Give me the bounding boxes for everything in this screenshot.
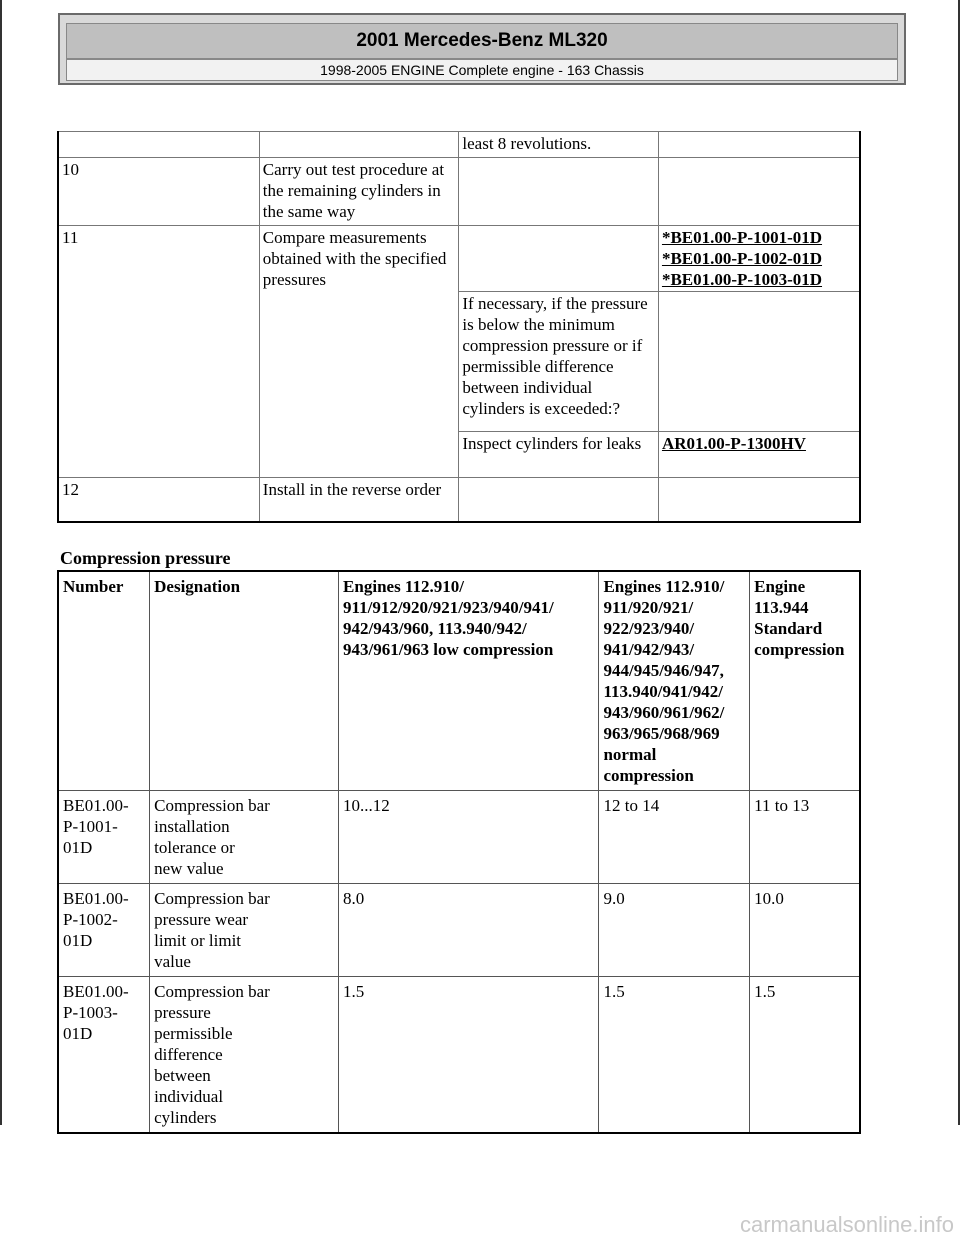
section-title: Compression pressure: [60, 548, 231, 568]
spec-value-standard: 11 to 13: [750, 791, 860, 884]
table-row: [58, 158, 860, 226]
spec-value-normal: 9.0: [599, 884, 750, 977]
table-header-row: [58, 571, 860, 791]
spec-link[interactable]: *BE01.00-P-1002-01D: [661, 249, 823, 268]
table-row: [58, 226, 860, 292]
left-border-line: [0, 0, 2, 1125]
watermark: carmanualsonline.info: [739, 1212, 954, 1237]
step-continuation-text: least 8 revolutions.: [459, 132, 659, 158]
header-subtitle: 1998-2005 ENGINE Complete engine - 163 Chassis: [66, 59, 898, 81]
table-row: [58, 977, 860, 1134]
table-cell: [658, 292, 860, 432]
step-description: Compare measurements obtained with the specified pressures: [259, 226, 459, 478]
table-row: [58, 478, 860, 522]
step-number: 10: [58, 158, 259, 226]
spec-links-cell: [658, 226, 860, 292]
spec-value-low: 10...12: [339, 791, 599, 884]
column-header: Engines 112.910/ 911/912/920/921/923/940/941/ 942/943/960, 113.940/942/ 943/961/963 low compression: [339, 571, 599, 791]
spec-designation: Compression bar pressure wear limit or limit value: [150, 884, 339, 977]
spec-link[interactable]: *BE01.00-P-1003-01D: [661, 270, 823, 289]
spec-number: BE01.00- P-1003- 01D: [58, 977, 150, 1134]
column-header: Number: [58, 571, 150, 791]
table-cell: [658, 478, 860, 522]
spec-value-normal: 12 to 14: [599, 791, 750, 884]
spec-number: BE01.00- P-1001- 01D: [58, 791, 150, 884]
inspect-link[interactable]: AR01.00-P-1300HV: [661, 434, 806, 453]
step-number: 11: [58, 226, 259, 478]
table-row: [58, 132, 860, 158]
step-inspect-text: Inspect cylinders for leaks: [459, 432, 659, 478]
page-header: [58, 13, 906, 85]
procedure-steps-table: [57, 131, 861, 523]
table-cell: [658, 132, 860, 158]
table-cell: [259, 132, 459, 158]
table-cell: [58, 132, 259, 158]
header-title: 2001 Mercedes-Benz ML320: [66, 23, 898, 59]
step-description: Install in the reverse order: [259, 478, 459, 522]
table-cell: [459, 478, 659, 522]
table-cell: [459, 158, 659, 226]
spec-link[interactable]: *BE01.00-P-1001-01D: [661, 228, 823, 247]
table-row: [58, 791, 860, 884]
spec-designation: Compression bar installation tolerance or new value: [150, 791, 339, 884]
spec-value-normal: 1.5: [599, 977, 750, 1134]
column-header: Engines 112.910/ 911/920/921/ 922/923/940/ 941/942/943/ 944/945/946/947, 113.940/941/942/ 943/960/961/962/ 963/965/968/969 normal compression: [599, 571, 750, 791]
compression-pressure-table: [57, 570, 861, 1134]
step-note: If necessary, if the pressure is below the minimum compression pressure or if permissible difference between individual cylinders is exceeded:?: [459, 292, 659, 432]
table-cell: [459, 226, 659, 292]
step-description: Carry out test procedure at the remaining cylinders in the same way: [259, 158, 459, 226]
spec-number: BE01.00- P-1002- 01D: [58, 884, 150, 977]
step-number: 12: [58, 478, 259, 522]
spec-designation: Compression bar pressure permissible difference between individual cylinders: [150, 977, 339, 1134]
column-header: Engine 113.944 Standard compression: [750, 571, 860, 791]
spec-value-low: 1.5: [339, 977, 599, 1134]
spec-value-standard: 1.5: [750, 977, 860, 1134]
table-cell: [658, 432, 860, 478]
spec-value-low: 8.0: [339, 884, 599, 977]
column-header: Designation: [150, 571, 339, 791]
spec-value-standard: 10.0: [750, 884, 860, 977]
table-cell: [658, 158, 860, 226]
table-row: [58, 884, 860, 977]
